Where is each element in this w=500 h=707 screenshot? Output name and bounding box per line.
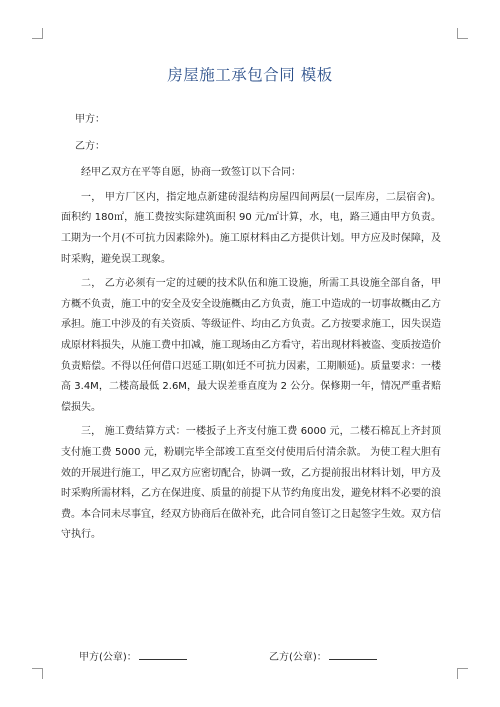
clause-2: 二， 乙方必须有一定的过硬的技术队伍和施工设施，所需工具设施全部自备，甲方概不负责，施工中的安全及安全设施概由乙方负责，施工中造成的一切事故概由乙方承担。施工中涉及的有关资质、等级证件、均由乙方负责。乙方按要求施工，因失误造成原材料损失，从施工费中扣减，施工现场由乙方看守，若出现材料被盗、变质按造价负责赔偿。不得以任何借口迟延工期(如迁不可抗力因素，工期顺延)。质量要求：一楼高 3.4M，二楼高最低 2.6M，最大误差垂直度为 2 公分。保修期一年，情况严重者赔偿损失。 (61, 278, 441, 413)
party-a-seal-label: 甲方(公章)： (79, 652, 137, 663)
contract-intro: 经甲乙双方在平等自愿，协商一致签订以下合同： (81, 167, 301, 179)
page-corner-mark-top-left (32, 28, 43, 39)
party-a-signature-blank (139, 648, 187, 660)
party-b-seal-label: 乙方(公章)： (269, 652, 327, 663)
page-corner-mark-bottom-right (457, 668, 468, 679)
party-b-signature-blank (329, 648, 377, 660)
page-corner-mark-top-right (457, 28, 468, 39)
party-a-signature (79, 648, 187, 663)
page-corner-mark-bottom-left (32, 668, 43, 679)
document-title: 房屋施工承包合同 模板 (167, 66, 333, 84)
party-b-signature (269, 648, 377, 663)
contract-body (61, 110, 441, 550)
party-b-line: 乙方： (75, 140, 105, 152)
clause-1: 一， 甲方厂区内，指定地点新建砖混结构房屋四间两层(一层库房，二层宿舍)。面积约 180㎡，施工费按实际建筑面积 90 元/㎡计算，水，电，路三通由甲方负责。工期为一个月(不可抗力因素除外)。施工原材料由乙方提供计划。甲方应及时保障，及时采购，避免误工现象。 (61, 191, 441, 265)
clause-3: 三， 施工费结算方式：一楼扳子上齐支付施工费 6000 元，二楼石棉瓦上齐封顶支付施工费 5000 元，粉刷完毕全部竣工直至交付使用后付清余款。 为使工程大胆有效的开展进行施工，甲乙双方应密切配合，协调一致，乙方提前报出材料计划，甲方及时采购所需材料，乙方在保进度、质量的前提下从节约角度出发，避免材料不必要的浪费。本合同未尽事宜，经双方协商后在做补充，此合同自签订之日起签字生效。双方信守执行。 (61, 426, 441, 541)
party-a-line: 甲方： (75, 114, 105, 125)
